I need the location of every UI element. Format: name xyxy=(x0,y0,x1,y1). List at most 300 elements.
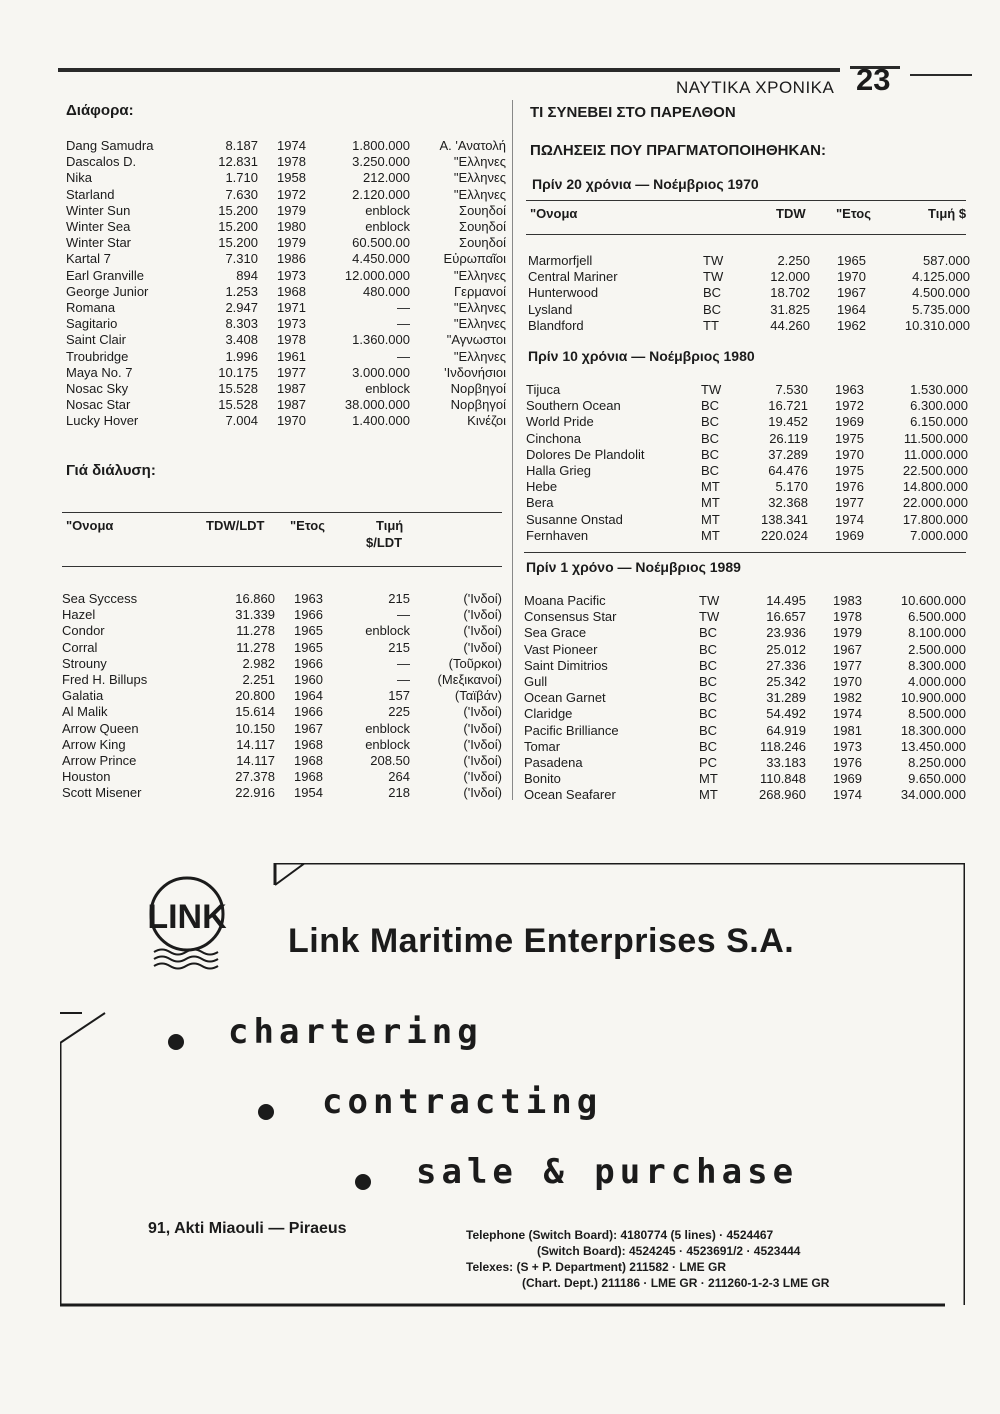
cell-name: Pacific Brilliance xyxy=(524,722,619,738)
diafora-table xyxy=(66,138,506,430)
cell-year: 1964 xyxy=(294,688,323,704)
table-row xyxy=(524,787,966,803)
cell-name: Troubridge xyxy=(66,348,129,364)
cell-country: ('Ινδοί) xyxy=(463,704,502,720)
cell-price: 11.500.000 xyxy=(903,430,968,446)
cell-price: 4.450.000 xyxy=(352,251,410,267)
cell-name: Moana Pacific xyxy=(524,593,606,608)
table-row xyxy=(66,332,506,348)
cell-name: Arrow King xyxy=(62,736,126,752)
table-row xyxy=(524,723,966,739)
cell-tdw: 16.860 xyxy=(235,591,275,606)
cell-type: BC xyxy=(701,463,720,478)
cell-price: 2.500.000 xyxy=(908,641,966,657)
cell-year: 1975 xyxy=(835,430,864,446)
cell-tdw: 20.800 xyxy=(235,688,275,704)
col-header-year: "Ετος xyxy=(290,518,325,533)
cell-year: 1972 xyxy=(835,398,864,414)
cell-price: enblock xyxy=(365,720,410,736)
table-row xyxy=(66,284,506,300)
cell-tdw: 31.289 xyxy=(766,690,806,706)
cell-name: Hazel xyxy=(62,607,96,623)
table-row xyxy=(526,398,968,414)
cell-type: BC xyxy=(701,430,720,446)
cell-year: 1965 xyxy=(294,623,323,639)
cell-type: BC xyxy=(699,641,718,657)
past-heading: ΤΙ ΣΥΝΕΒΕΙ ΣΤΟ ΠΑΡΕΛΘΟΝ xyxy=(530,104,736,121)
cell-year: 1969 xyxy=(835,414,864,430)
service-contracting: contracting xyxy=(322,1082,603,1122)
cell-year: 1966 xyxy=(294,704,323,720)
table-row xyxy=(62,672,502,688)
cell-name: Halla Grieg xyxy=(526,463,592,478)
sales-title: ΠΩΛΗΣΕΙΣ ΠΟΥ ΠΡΑΓΜΑΤΟΠΟΙΗΘΗΚΑΝ: xyxy=(530,142,827,159)
cell-year: 1987 xyxy=(277,397,306,413)
table-row xyxy=(526,528,968,544)
cell-type: BC xyxy=(699,738,718,754)
cell-tdw: 15.200 xyxy=(218,235,258,251)
cell-price: 2.120.000 xyxy=(352,186,410,202)
cell-tdw: 110.848 xyxy=(759,771,806,787)
cell-year: 1975 xyxy=(835,463,864,478)
cell-country: ('Ινδοί) xyxy=(463,607,502,623)
cell-year: 1965 xyxy=(294,639,323,655)
cell-year: 1977 xyxy=(835,495,864,511)
cell-name: Marmorfjell xyxy=(528,253,593,268)
cell-price: 38.000.000 xyxy=(344,397,410,413)
cell-type: TW xyxy=(699,609,720,625)
cell-buyer: Κινέζοι xyxy=(467,413,506,429)
cell-name: Southern Ocean xyxy=(526,398,621,414)
cell-name: Lucky Hover xyxy=(66,413,139,429)
cell-tdw: 44.260 xyxy=(770,317,810,333)
cell-name: Winter Sun xyxy=(66,202,131,218)
cell-tdw: 27.378 xyxy=(235,769,275,785)
cell-year: 1968 xyxy=(294,736,323,752)
cell-price: 1.800.000 xyxy=(352,138,410,153)
cell-price: 157 xyxy=(388,688,410,704)
cell-tdw: 15.614 xyxy=(235,704,275,720)
cell-price: 215 xyxy=(388,591,410,606)
cell-year: 1967 xyxy=(837,285,866,301)
table-row xyxy=(526,463,968,479)
table-row xyxy=(526,382,968,398)
cell-buyer: Σουηδοί xyxy=(459,202,506,218)
cell-price: 17.800.000 xyxy=(902,511,968,527)
cell-year: 1978 xyxy=(277,332,306,348)
cell-name: Tijuca xyxy=(526,382,561,397)
cell-tdw: 19.452 xyxy=(768,414,808,430)
cell-type: MT xyxy=(699,771,718,787)
cell-year: 1983 xyxy=(833,593,862,608)
cell-name: Claridge xyxy=(524,706,573,722)
cell-year: 1987 xyxy=(277,381,306,396)
cell-year: 1979 xyxy=(277,202,306,218)
cell-tdw: 18.702 xyxy=(770,285,810,301)
right-col-header-name: "Ονομα xyxy=(530,206,578,221)
era-title-1989: Πρίν 1 χρόνο — Νοέμβριος 1989 xyxy=(526,559,741,575)
col-header-price-unit: $/LDT xyxy=(366,535,403,550)
table-row xyxy=(66,316,506,332)
table-row xyxy=(528,302,970,318)
cell-tdw: 11.278 xyxy=(236,623,275,639)
cell-tdw: 27.336 xyxy=(766,657,806,673)
cell-price: 4.125.000 xyxy=(912,269,970,285)
bullet xyxy=(168,1034,184,1050)
table-row xyxy=(524,771,966,787)
cell-name: Blandford xyxy=(528,317,584,333)
cell-price: 1.400.000 xyxy=(352,413,410,429)
cell-tdw: 54.492 xyxy=(766,706,806,722)
cell-year: 1978 xyxy=(833,609,862,625)
cell-name: Tomar xyxy=(524,738,561,754)
table-rule-bottom xyxy=(62,566,502,567)
cell-year: 1970 xyxy=(837,269,866,285)
cell-tdw: 8.303 xyxy=(225,316,258,332)
cell-year: 1970 xyxy=(835,446,864,462)
cell-type: TW xyxy=(701,382,722,397)
cell-tdw: 1.253 xyxy=(225,283,258,299)
cell-price: 10.310.000 xyxy=(904,317,970,333)
cell-price: — xyxy=(397,655,410,671)
table-row xyxy=(524,690,966,706)
cell-buyer: "Αγνωστοι xyxy=(446,332,506,348)
cell-year: 1968 xyxy=(294,753,323,768)
cell-tdw: 268.960 xyxy=(759,787,806,803)
cell-price: 8.500.000 xyxy=(908,706,966,722)
cell-tdw: 14.117 xyxy=(236,736,275,752)
cell-buyer: "Ελληνες xyxy=(453,348,506,364)
cell-buyer: Σουηδοί xyxy=(459,235,506,251)
cell-buyer: Σουηδοί xyxy=(459,219,506,234)
cell-year: 1964 xyxy=(837,301,866,317)
era3-table xyxy=(524,593,966,805)
cell-type: BC xyxy=(699,674,718,689)
cell-year: 1986 xyxy=(277,251,306,267)
cell-year: 1969 xyxy=(835,527,864,543)
cell-price: 8.250.000 xyxy=(908,755,966,770)
table-row xyxy=(528,285,970,301)
company-logo xyxy=(140,872,235,972)
table-row xyxy=(62,623,502,639)
cell-year: 1979 xyxy=(833,625,862,641)
table-row xyxy=(524,755,966,771)
cell-type: BC xyxy=(701,414,720,430)
cell-name: Houston xyxy=(62,769,111,785)
cell-name: Nosac Star xyxy=(66,397,131,413)
cell-price: 12.000.000 xyxy=(344,267,410,283)
cell-price: 218 xyxy=(388,785,410,801)
cell-name: Sea Syccess xyxy=(62,591,138,606)
table-row xyxy=(66,154,506,170)
cell-price: 22.500.000 xyxy=(902,463,968,478)
cell-price: 60.500.00 xyxy=(352,235,410,251)
cell-name: Bonito xyxy=(524,771,561,787)
table-row xyxy=(528,318,970,334)
cell-tdw: 2.947 xyxy=(225,300,258,315)
cell-buyer: "Ελληνες xyxy=(453,316,506,332)
cell-year: 1967 xyxy=(294,720,323,736)
cell-name: Arrow Prince xyxy=(62,753,137,768)
cell-tdw: 25.342 xyxy=(766,674,806,689)
cell-year: 1954 xyxy=(294,785,323,801)
cell-tdw: 15.200 xyxy=(218,219,258,234)
cell-year: 1961 xyxy=(277,348,306,364)
cell-tdw: 64.476 xyxy=(768,463,808,478)
table-row xyxy=(66,349,506,365)
cell-year: 1979 xyxy=(277,235,306,251)
table-row xyxy=(66,251,506,267)
cell-year: 1968 xyxy=(294,769,323,785)
cell-name: Fernhaven xyxy=(526,527,589,543)
table-row xyxy=(524,706,966,722)
cell-year: 1966 xyxy=(294,655,323,671)
table-row xyxy=(524,658,966,674)
col-header-tdw: TDW/LDT xyxy=(206,518,265,533)
cell-price: 22.000.000 xyxy=(902,495,968,511)
cell-type: MT xyxy=(699,787,718,803)
cell-name: Central Mariner xyxy=(528,269,618,285)
cell-buyer: "Ελληνες xyxy=(453,154,506,170)
cell-tdw: 31.339 xyxy=(235,607,275,623)
cell-year: 1976 xyxy=(833,755,862,770)
cell-name: Lysland xyxy=(528,301,573,317)
cell-tdw: 8.187 xyxy=(225,138,258,153)
table-row xyxy=(524,739,966,755)
cell-price: 1.530.000 xyxy=(910,382,968,397)
table-row xyxy=(66,268,506,284)
table-row xyxy=(62,688,502,704)
cell-tdw: 2.982 xyxy=(242,655,275,671)
cell-name: Scott Misener xyxy=(62,785,142,801)
logo-text: LINK xyxy=(147,898,227,936)
bullet xyxy=(355,1174,371,1190)
cell-country: ('Ινδοί) xyxy=(463,623,502,639)
cell-name: World Pride xyxy=(526,414,594,430)
cell-tdw: 31.825 xyxy=(770,301,810,317)
table-row xyxy=(528,253,970,269)
cell-country: ('Ινδοί) xyxy=(463,720,502,736)
table-row xyxy=(524,674,966,690)
cell-tdw: 220.024 xyxy=(761,527,808,543)
cell-year: 1973 xyxy=(277,316,306,332)
cell-tdw: 5.170 xyxy=(775,479,808,495)
cell-name: Dang Samudra xyxy=(66,138,154,153)
cell-price: 3.000.000 xyxy=(352,364,410,380)
right-col-header-tdw: TDW xyxy=(776,206,806,221)
table-row xyxy=(62,607,502,623)
cell-tdw: 22.916 xyxy=(235,785,275,801)
cell-price: 1.360.000 xyxy=(352,332,410,348)
cell-tdw: 7.530 xyxy=(775,382,808,397)
cell-price: 7.000.000 xyxy=(910,527,968,543)
cell-name: Galatia xyxy=(62,688,104,704)
cell-name: Hebe xyxy=(526,479,558,495)
cell-name: Dascalos D. xyxy=(66,154,137,170)
cell-country: ('Ινδοί) xyxy=(463,736,502,752)
cell-tdw: 1.710 xyxy=(225,170,258,186)
table-row xyxy=(526,479,968,495)
era-title-1970: Πρίν 20 χρόνια — Νοέμβριος 1970 xyxy=(532,176,759,192)
right-table-rule-top xyxy=(526,200,966,201)
cell-tdw: 2.251 xyxy=(242,672,275,687)
cell-country: ('Ινδοί) xyxy=(463,785,502,801)
cell-name: Ocean Garnet xyxy=(524,690,606,706)
cell-price: 5.735.000 xyxy=(912,301,970,317)
cell-price: — xyxy=(397,607,410,623)
cell-year: 1970 xyxy=(277,413,306,429)
cell-tdw: 14.117 xyxy=(236,753,275,768)
cell-tdw: 33.183 xyxy=(766,755,806,770)
table-rule-top xyxy=(62,512,502,513)
cell-name: Winter Sea xyxy=(66,219,131,234)
magazine-title: ΝΑΥΤΙΚΑ ΧΡΟΝΙΚΑ xyxy=(676,78,835,97)
cell-tdw: 23.936 xyxy=(766,625,806,641)
contact-line: (Chart. Dept.) 211186 · LME GR · 211260-1-2-3 LME GR xyxy=(522,1276,830,1290)
cell-type: BC xyxy=(701,398,720,414)
cell-name: Gull xyxy=(524,674,548,689)
cell-year: 1968 xyxy=(277,283,306,299)
cell-price: 3.250.000 xyxy=(352,154,410,170)
cell-year: 1974 xyxy=(833,787,862,803)
cell-type: BC xyxy=(699,690,718,706)
header-rule-right xyxy=(910,74,972,76)
table-row xyxy=(526,414,968,430)
cell-year: 1965 xyxy=(837,253,866,268)
table-row xyxy=(66,138,506,154)
cell-country: (Ταϊβάν) xyxy=(454,688,502,704)
cell-price: 8.100.000 xyxy=(908,625,966,641)
cell-price: 6.300.000 xyxy=(910,398,968,414)
column-divider xyxy=(512,100,513,800)
cell-tdw: 15.528 xyxy=(218,381,258,396)
cell-type: MT xyxy=(701,511,720,527)
cell-price: enblock xyxy=(365,202,410,218)
table-row xyxy=(524,625,966,641)
header-rule xyxy=(58,68,840,72)
cell-tdw: 138.341 xyxy=(761,511,808,527)
table-row xyxy=(66,187,506,203)
cell-year: 1970 xyxy=(833,674,862,689)
cell-name: Consensus Star xyxy=(524,609,617,625)
cell-name: Earl Granville xyxy=(66,267,145,283)
cell-year: 1977 xyxy=(833,657,862,673)
cell-price: — xyxy=(397,300,410,315)
cell-price: 9.650.000 xyxy=(908,771,966,787)
cell-price: enblock xyxy=(365,736,410,752)
cell-price: 4.000.000 xyxy=(908,674,966,689)
cell-year: 1982 xyxy=(833,690,862,706)
cell-name: Corral xyxy=(62,639,98,655)
table-row xyxy=(62,753,502,769)
table-row xyxy=(62,737,502,753)
contact-line: Telexes: (S + P. Department) 211582 · LME GR xyxy=(466,1260,726,1274)
cell-name: Al Malik xyxy=(62,704,108,720)
cell-name: Arrow Queen xyxy=(62,720,139,736)
cell-price: — xyxy=(397,316,410,332)
cell-tdw: 1.996 xyxy=(225,348,258,364)
cell-name: Ocean Seafarer xyxy=(524,787,616,803)
cell-name: Condor xyxy=(62,623,105,639)
cell-tdw: 26.119 xyxy=(769,430,808,446)
contact-line: (Switch Board): 4524245 · 4523691/2 · 4523444 xyxy=(537,1244,801,1258)
cell-year: 1960 xyxy=(294,672,323,687)
right-table-rule-bottom xyxy=(526,234,966,235)
table-row xyxy=(528,269,970,285)
cell-price: 10.900.000 xyxy=(900,690,966,706)
cell-name: Maya No. 7 xyxy=(66,364,133,380)
cell-price: 480.000 xyxy=(363,283,410,299)
section-title-diafora: Διάφορα: xyxy=(66,102,134,119)
cell-type: MT xyxy=(701,527,720,543)
cell-name: Vast Pioneer xyxy=(524,641,598,657)
cell-country: (Μεξικανοί) xyxy=(437,672,502,687)
cell-type: TW xyxy=(703,253,724,268)
cell-name: Kartal 7 xyxy=(66,251,111,267)
table-row xyxy=(62,640,502,656)
cell-year: 1976 xyxy=(835,479,864,495)
cell-name: Saint Clair xyxy=(66,332,126,348)
cell-country: ('Ινδοί) xyxy=(463,591,502,606)
cell-price: 587.000 xyxy=(923,253,970,268)
table-row xyxy=(66,397,506,413)
table-row xyxy=(526,431,968,447)
era3-rule xyxy=(524,552,966,553)
cell-type: BC xyxy=(699,625,718,641)
era2-table xyxy=(526,382,968,548)
cell-price: 264 xyxy=(388,769,410,785)
cell-type: TW xyxy=(699,593,720,608)
cell-price: 14.800.000 xyxy=(902,479,968,495)
table-row xyxy=(66,203,506,219)
cell-tdw: 894 xyxy=(236,267,258,283)
col-header-price: Τιμή xyxy=(376,518,404,533)
cell-year: 1969 xyxy=(833,771,862,787)
era-title-1980: Πρίν 10 χρόνια — Νοέμβριος 1980 xyxy=(528,348,755,364)
cell-tdw: 25.012 xyxy=(766,641,806,657)
cell-year: 1962 xyxy=(837,317,866,333)
cell-tdw: 37.289 xyxy=(768,446,808,462)
cell-name: Strouny xyxy=(62,655,107,671)
cell-price: — xyxy=(397,672,410,687)
era1-table xyxy=(528,253,970,338)
cell-tdw: 7.630 xyxy=(225,186,258,202)
cell-price: enblock xyxy=(365,381,410,396)
section-title-dialysi: Γιά διάλυση: xyxy=(66,462,156,479)
cell-name: Fred H. Billups xyxy=(62,672,148,687)
table-row xyxy=(66,381,506,397)
cell-buyer: "Ελληνες xyxy=(453,300,506,315)
table-row xyxy=(524,593,966,609)
company-name: Link Maritime Enterprises S.A. xyxy=(288,922,795,960)
cell-name: Sagitario xyxy=(66,316,118,332)
cell-year: 1973 xyxy=(833,738,862,754)
company-address: 91, Akti Miaouli — Piraeus xyxy=(148,1220,347,1237)
cell-name: Romana xyxy=(66,300,116,315)
service-sale-purchase: sale & purchase xyxy=(416,1152,799,1192)
table-row xyxy=(526,495,968,511)
cell-buyer: "Ελληνες xyxy=(453,186,506,202)
cell-type: MT xyxy=(701,495,720,511)
table-row xyxy=(62,656,502,672)
cell-type: TT xyxy=(703,317,719,333)
cell-country: ('Ινδοί) xyxy=(463,769,502,785)
cell-price: 208.50 xyxy=(370,753,410,768)
cell-tdw: 118.246 xyxy=(759,738,806,754)
right-col-header-price: Τιμή $ xyxy=(928,206,967,221)
table-row xyxy=(62,721,502,737)
cell-year: 1981 xyxy=(833,722,862,738)
